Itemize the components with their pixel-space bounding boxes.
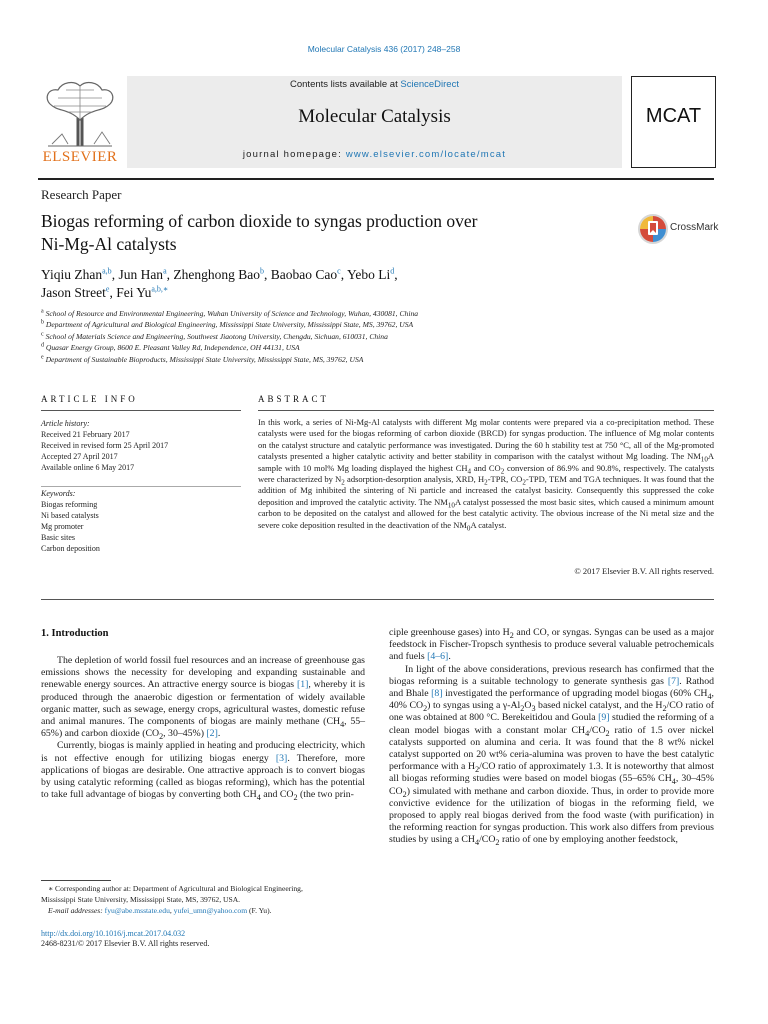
- author-list: Yiqiu Zhan$^{a,b}$, Jun Han$^a$, Zhenghong Bao$^b$, Baobao Cao$^c$, Yebo Li$^d$, Jason Street$^e$, Fei $Yu^{a,b,∗}$: [41, 266, 398, 300]
- homepage-prefix: journal homepage:: [242, 149, 346, 160]
- citation-link[interactable]: [4–6]: [427, 651, 449, 663]
- affiliation: $^d$ Quasar Energy Group, 8600 E. Pleasant Valley Rd, Independence, OH 44131, USA: [41, 342, 300, 353]
- author: Jason Street$^e$: [41, 284, 110, 300]
- article-title: [41, 210, 601, 256]
- homepage-line: [127, 149, 622, 160]
- contents-prefix: Contents lists available at: [290, 79, 401, 90]
- article-info-heading: ARTICLE INFO: [41, 394, 138, 404]
- article-type: Research Paper: [41, 187, 122, 202]
- crossmark-icon: [638, 213, 668, 245]
- elsevier-wordmark: ELSEVIER: [42, 149, 118, 165]
- citation-link[interactable]: [9]: [598, 712, 610, 724]
- history-item: Available online 6 May 2017: [41, 463, 135, 472]
- paragraph: The depletion of world fossil fuel resources and an increase of greenhouse gas emissions shows the necessity for developing and expanding sustainable and renewable energy sources. An attractive energy source is biogas [1], whereby it is produced through the anaerobic digestion or fermentation of widely available organic matter, such as sewage, energy crops, agricultural wastes, domestic refuse and animal manures. The components of biogas are mainly methane ($CH_4$, 55–65%) and carbon dioxide ($CO_2$, 30–45%) [2].: [41, 655, 366, 742]
- article-history: [41, 418, 241, 473]
- journal-banner: [127, 76, 622, 168]
- journal-reference[interactable]: Molecular Catalysis 436 (2017) 248–258: [307, 44, 461, 54]
- crossmark-badge[interactable]: [638, 213, 720, 245]
- author: Fei $Yu^{a,b,∗}$: [116, 284, 169, 300]
- paragraph: Currently, biogas is mainly applied in heating and producing electricity, which is not effective enough for utilizing biogas energy [3]. Therefore, more applications of biogas are desirable. One attractive approach is to convert biogas by using catalytic reforming (called as biogas reforming), which has the potential to take full advantage of biogas by converting both $CH_4$ and $CO_2$ (the two prin-: [41, 740, 365, 803]
- author: Baobao Cao$^c$: [270, 266, 341, 282]
- copyright-notice: © 2017 Elsevier B.V. All rights reserved.: [574, 566, 714, 576]
- author: Zhenghong Bao$^b$: [173, 266, 264, 282]
- email-suffix: (F. Yu).: [247, 906, 272, 915]
- doi-link-wrap: [41, 928, 185, 939]
- footnote-line: ∗ Corresponding author at: Department of Agricultural and Biological Engineering,: [48, 884, 303, 893]
- journal-cover-badge: [631, 76, 716, 168]
- keywords-label: Keywords:: [41, 489, 76, 498]
- keyword: Basic sites: [41, 533, 75, 542]
- history-item: Accepted 27 April 2017: [41, 452, 118, 461]
- keyword: Ni based catalysts: [41, 511, 99, 520]
- keyword: Biogas reforming: [41, 500, 98, 509]
- issn-line: 2468-8231/© 2017 Elsevier B.V. All rights reserved.: [41, 939, 210, 948]
- abstract-heading: ABSTRACT: [258, 394, 330, 404]
- footnote-line: Mississippi State University, Mississippi State, MS, 39762, USA.: [41, 895, 241, 904]
- history-item: Received 21 February 2017: [41, 430, 130, 439]
- corresponding-author-footnote: [41, 883, 371, 916]
- history-label: Article history:: [41, 419, 90, 428]
- author: Yiqiu Zhan$^{a,b}$: [41, 266, 112, 282]
- abstract-divider: [258, 410, 714, 411]
- history-item: Received in revised form 25 April 2017: [41, 441, 169, 450]
- doi-link[interactable]: http://dx.doi.org/10.1016/j.mcat.2017.04.032: [41, 929, 186, 938]
- keywords: [41, 488, 241, 554]
- header-divider: [38, 178, 714, 180]
- citation-link[interactable]: [2]: [206, 728, 218, 740]
- keyword: Mg promoter: [41, 522, 84, 531]
- author: Jun Han$^a$: [118, 266, 167, 282]
- sciencedirect-link[interactable]: ScienceDirect: [400, 79, 459, 90]
- paragraph: In light of the above considerations, previous research has confirmed that the biogas reforming is a suitable technology to generate synthesis gas [7]. Rathod and Bhale [8] investigated the performance of upgrading model biogas (60% $CH_4$, 40% $CO_2$) to syngas using a $\gamma-Al_2O_3$ based nickel catalyst, and the $H_2/CO$ ratio of one was obtained at 800 °C. Berekeitidou and Goula [9] studied the reforming of a clean model biogas with a constant molar $CH_4/CO_2$ ratio of 1.5 over nickel catalysts supported on alumina and ceria. It was found that the 8 wt% nickel catalyst supported on 20 wt% ceria-alumina was proven to have the best catalytic performance with a $H_2/CO$ ratio of approximately 1.3. It is noteworthy that almost all biogas reforming studies were based on model biogas (55–65% $CH_4$, 30–45% $CO_2$) simulated with methane and carbon dioxide. Thus, in order to provide more convictive evidence for the utilization of biogas in the reforming field, we proposed to apply real biogas derived from the food waste (with purification) in the reforming reaction for syngas production. This work also differs from previous studies by using a $CH_4/CO_2$ ratio of one by employing another feedstock,: [389, 663, 715, 848]
- article-info-divider: [41, 410, 241, 411]
- title-line-2: Ni-Mg-Al catalysts: [41, 234, 177, 254]
- body-column-left: [41, 655, 365, 801]
- citation-link[interactable]: [1]: [296, 679, 309, 691]
- email-link[interactable]: fyu@abe.msstate.edu: [104, 906, 170, 915]
- affiliation-list: [41, 308, 641, 365]
- homepage-link[interactable]: www.elsevier.com/locate/mcat: [345, 149, 507, 160]
- elsevier-logo: [38, 78, 122, 166]
- affiliation: $^e$ Department of Sustainable Bioproducts, Mississippi State University, Mississippi State, MS, 39762, USA: [41, 354, 364, 364]
- elsevier-tree-icon: [38, 78, 122, 148]
- email-label: E-mail addresses:: [48, 906, 105, 915]
- citation-link[interactable]: [7]: [667, 675, 680, 687]
- footnote-divider: [41, 880, 111, 881]
- citation-link[interactable]: [8]: [431, 688, 443, 700]
- affiliation: $^a$ School of Resource and Environmental Engineering, Wuhan University of Science and Technology, Wuhan, 430081, China: [41, 308, 419, 318]
- affiliation: $^b$ Department of Agricultural and Biological Engineering, Mississippi State University, Mississippi State, MS, 39762, USA: [41, 319, 414, 330]
- title-line-1: Biogas reforming of carbon dioxide to syngas production over: [41, 211, 478, 231]
- body-column-right: [389, 627, 714, 847]
- keywords-divider: [41, 486, 241, 487]
- journal-abbrev: MCAT: [645, 105, 702, 127]
- email-link[interactable]: yufei_umn@yahoo.com: [173, 906, 248, 915]
- abstract-text: In this work, a series of Ni-Mg-Al catalysts with different Mg molar contents were prepared via a co-precipitation method. These catalysts were used for the biogas reforming of carbon dioxide (BRCD) for syngas production. The influence of Mg molar contents on the catalyst structure and catalytic performance was investigated. During the 60 h stability test at 750 °C, all of the Mg-promoted catalysts presented a higher catalytic activity and better stability in comparison with the catalyst without Mg loading. The $NM_{10}A$ sample with 10 mol% Mg loading displayed the highest $CH_4$ and $CO_2$ conversion of 86.9% and 90.8%, respectively. The catalysts were characterized by $N_2$ adsorption-desorption analysis, XRD, $H_2$-TPR, $CO_2$-TPD, TEM and TGA techniques. It was found that the addition of Mg inhibited the sintering of Ni particle and increased the catalyst basicity. Consequently this suppressed the coke deposition and improved the catalytic activity. The $NM_{10}A$ catalyst possessed the most basic sites, which caused a minimum amount carbon to be deposited on the catalyst and allowed for the best catalytic activity. The obvious increase of the Ni metal size and the severe coke deposition resulted in the deactivation of the $NM_0A$ catalyst.: [258, 417, 715, 533]
- citation-link[interactable]: [3]: [275, 752, 288, 764]
- affiliation: $^c$ School of Materials Science and Engineering, Southwest Jiaotong University, Chengdu, Sichuan, 610031, China: [41, 331, 388, 341]
- journal-name: Molecular Catalysis: [298, 106, 451, 127]
- paragraph: ciple greenhouse gases) into $H_2$ and CO, or syngas. Syngas can be used as a major feedstock in Fischer-Tropsch synthesis to produce several valuable petrochemicals and fuels [4–6].: [389, 627, 715, 663]
- contents-line: [127, 79, 622, 90]
- keyword: Carbon deposition: [41, 544, 100, 553]
- section-heading-introduction: 1. Introduction: [41, 628, 109, 639]
- crossmark-label: CrossMark: [670, 222, 719, 233]
- footnote-emails: E-mail addresses: fyu@abe.msstate.edu, yufei_umn@yahoo.com (F. Yu).: [48, 906, 272, 915]
- body-divider: [41, 599, 714, 600]
- author: Yebo Li$^d$: [346, 266, 395, 282]
